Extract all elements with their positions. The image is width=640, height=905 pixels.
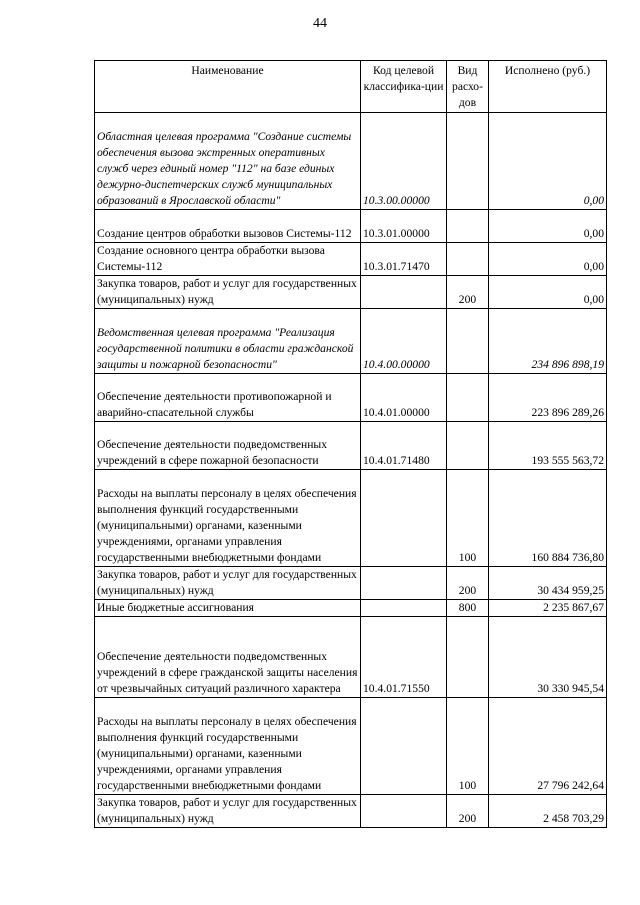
cell-name: Областная целевая программа "Создание системы обеспечения вызова экстренных оперативных служб через единый номер "112" на базе единых дежурно-диспетчерских служб муниципальных образований в Ярославской области" [95, 113, 361, 210]
cell-sum: 223 896 289,26 [489, 374, 607, 422]
cell-code [361, 795, 447, 828]
cell-sum: 0,00 [489, 276, 607, 309]
table-row [95, 470, 607, 567]
cell-type [447, 617, 489, 698]
cell-name: Обеспечение деятельности противопожарной и аварийно-спасательной службы [95, 374, 361, 422]
cell-code: 10.3.00.00000 [361, 113, 447, 210]
table-header-row [95, 61, 607, 113]
cell-sum: 27 796 242,64 [489, 698, 607, 795]
cell-name: Обеспечение деятельности подведомственных учреждений в сфере пожарной безопасности [95, 422, 361, 470]
table-row [95, 243, 607, 276]
table-row [95, 276, 607, 309]
table-row [95, 113, 607, 210]
table-row [95, 309, 607, 374]
cell-code: 10.3.01.00000 [361, 210, 447, 243]
header-type: Вид расхо-дов [447, 61, 489, 113]
cell-sum: 193 555 563,72 [489, 422, 607, 470]
page-number: 44 [313, 16, 327, 31]
cell-type [447, 374, 489, 422]
cell-name: Закупка товаров, работ и услуг для государственных (муниципальных) нужд [95, 795, 361, 828]
cell-type [447, 113, 489, 210]
cell-sum: 30 330 945,54 [489, 617, 607, 698]
cell-name: Иные бюджетные ассигнования [95, 600, 361, 617]
cell-code [361, 698, 447, 795]
cell-sum: 0,00 [489, 113, 607, 210]
cell-type [447, 422, 489, 470]
cell-type [447, 309, 489, 374]
table-row [95, 374, 607, 422]
header-code: Код целевой классифика-ции [361, 61, 447, 113]
cell-type: 100 [447, 698, 489, 795]
cell-code: 10.4.00.00000 [361, 309, 447, 374]
table-row [95, 795, 607, 828]
cell-name: Расходы на выплаты персоналу в целях обеспечения выполнения функций государственными (муниципальными) органами, казенными учреждениями, органами управления государственными внебюджетными фондами [95, 470, 361, 567]
cell-code: 10.4.01.71550 [361, 617, 447, 698]
cell-name: Закупка товаров, работ и услуг для государственных (муниципальных) нужд [95, 567, 361, 600]
table-row [95, 698, 607, 795]
cell-type: 200 [447, 276, 489, 309]
cell-type: 200 [447, 567, 489, 600]
cell-type [447, 243, 489, 276]
cell-code: 10.3.01.71470 [361, 243, 447, 276]
cell-name: Ведомственная целевая программа "Реализация государственной политики в области гражданской защиты и пожарной безопасности" [95, 309, 361, 374]
cell-name: Расходы на выплаты персоналу в целях обеспечения выполнения функций государственными (муниципальными) органами, казенными учреждениями, органами управления государственными внебюджетными фондами [95, 698, 361, 795]
header-sum: Исполнено (руб.) [489, 61, 607, 113]
table-row [95, 210, 607, 243]
cell-sum: 30 434 959,25 [489, 567, 607, 600]
cell-sum: 234 896 898,19 [489, 309, 607, 374]
cell-code: 10.4.01.71480 [361, 422, 447, 470]
table-row [95, 617, 607, 698]
cell-name: Создание центров обработки вызовов Системы-112 [95, 210, 361, 243]
header-name: Наименование [95, 61, 361, 113]
cell-name: Закупка товаров, работ и услуг для государственных (муниципальных) нужд [95, 276, 361, 309]
table-row [95, 422, 607, 470]
cell-code [361, 600, 447, 617]
cell-code [361, 276, 447, 309]
cell-name: Создание основного центра обработки вызова Системы-112 [95, 243, 361, 276]
cell-sum: 160 884 736,80 [489, 470, 607, 567]
cell-type [447, 210, 489, 243]
table-row [95, 600, 607, 617]
table-row [95, 567, 607, 600]
cell-type: 800 [447, 600, 489, 617]
cell-code [361, 470, 447, 567]
cell-code: 10.4.01.00000 [361, 374, 447, 422]
cell-name: Обеспечение деятельности подведомственных учреждений в сфере гражданской защиты населения от чрезвычайных ситуаций различного характера [95, 617, 361, 698]
cell-type: 100 [447, 470, 489, 567]
cell-sum: 2 458 703,29 [489, 795, 607, 828]
cell-sum: 2 235 867,67 [489, 600, 607, 617]
cell-sum: 0,00 [489, 210, 607, 243]
cell-type: 200 [447, 795, 489, 828]
cell-code [361, 567, 447, 600]
budget-table [94, 60, 607, 828]
cell-sum: 0,00 [489, 243, 607, 276]
